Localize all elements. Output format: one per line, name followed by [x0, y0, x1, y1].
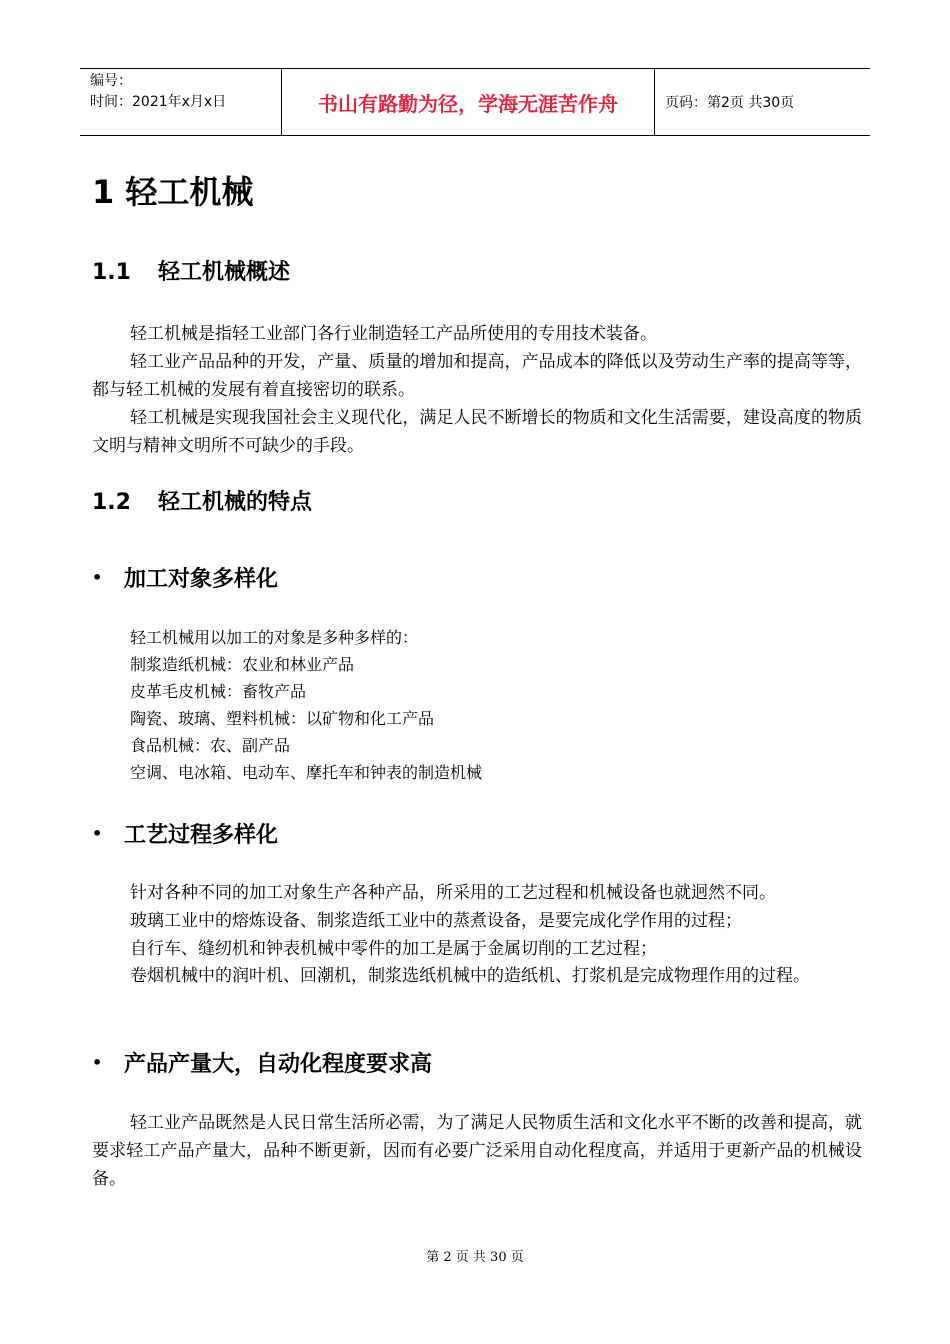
list-item: 皮革毛皮机械：畜牧产品: [130, 682, 307, 701]
bullet-icon: •: [92, 568, 103, 587]
bullet-heading-process-variety: [92, 819, 278, 851]
section-number: 1.1: [92, 260, 131, 285]
number-label: 编号：: [90, 73, 132, 89]
list-item: 食品机械：农、副产品: [130, 736, 291, 755]
section-heading-1-1: [92, 258, 290, 288]
section-title: 轻工机械概述: [158, 260, 291, 285]
bullet-title: 加工对象多样化: [124, 567, 279, 592]
bullet-heading-high-automation: [92, 1048, 432, 1080]
paragraph: 自行车、缝纫机和钟表机械中零件的加工是属于金属切削的工艺过程；: [130, 939, 657, 959]
paragraph: 玻璃工业中的熔炼设备、制浆造纸工业中的蒸煮设备，是要完成化学作用的过程；: [130, 911, 742, 931]
page-header: [80, 68, 870, 136]
bullet-title: 工艺过程多样化: [124, 823, 279, 848]
bullet-title: 产品产量大，自动化程度要求高: [124, 1052, 433, 1077]
paragraph: 卷烟机械中的润叶机、回潮机，制浆选纸机械中的造纸机、打浆机是完成物理作用的过程。: [130, 966, 810, 986]
bullet-icon: •: [92, 1053, 103, 1072]
page-footer: 第 2 页 共 30 页: [426, 1250, 524, 1265]
header-motto: 书山有路勤为径，学海无涯苦作舟: [282, 69, 655, 135]
list-item: 轻工机械用以加工的对象是多种多样的：: [130, 628, 419, 647]
paragraph: 轻工业产品既然是人民日常生活所必需，为了满足人民物质生活和文化水平不断的改善和提高，就要求轻工产品产量大，品种不断更新，因而有必要广泛采用自动化程度高，并适用于更新产品的机械设备。: [92, 1113, 862, 1189]
processing-objects-list: [130, 624, 482, 786]
paragraph: 轻工机械是实现我国社会主义现代化，满足人民不断增长的物质和文化生活需要，建设高度的物质文明与精神文明所不可缺少的手段。: [92, 408, 862, 456]
paragraph: 针对各种不同的加工对象生产各种产品，所采用的工艺过程和机械设备也就迥然不同。: [130, 883, 776, 903]
list-item: 陶瓷、玻璃、塑料机械：以矿物和化工产品: [130, 709, 435, 728]
paragraph: 轻工机械是指轻工业部门各行业制造轻工产品所使用的专用技术装备。: [130, 324, 657, 344]
date-label: 时间：2021年x月x日: [90, 94, 227, 110]
bullet-icon: •: [92, 824, 103, 843]
section-number: 1.2: [92, 490, 131, 515]
header-meta: [80, 69, 282, 135]
list-item: 制浆造纸机械：农业和林业产品: [130, 655, 355, 674]
paragraph: 轻工业产品品种的开发，产量、质量的增加和提高，产品成本的降低以及劳动生产率的提高等等，都与轻工机械的发展有着直接密切的联系。: [92, 352, 862, 400]
bullet-heading-processing-objects: [92, 563, 278, 595]
section-title: 轻工机械的特点: [158, 490, 313, 515]
section-heading-1-2: [92, 488, 312, 518]
header-page-info: 页码：第2页 共30页: [665, 95, 795, 111]
list-item: 空调、电冰箱、电动车、摩托车和钟表的制造机械: [130, 763, 483, 782]
chapter-title: 1 轻工机械: [92, 173, 254, 211]
